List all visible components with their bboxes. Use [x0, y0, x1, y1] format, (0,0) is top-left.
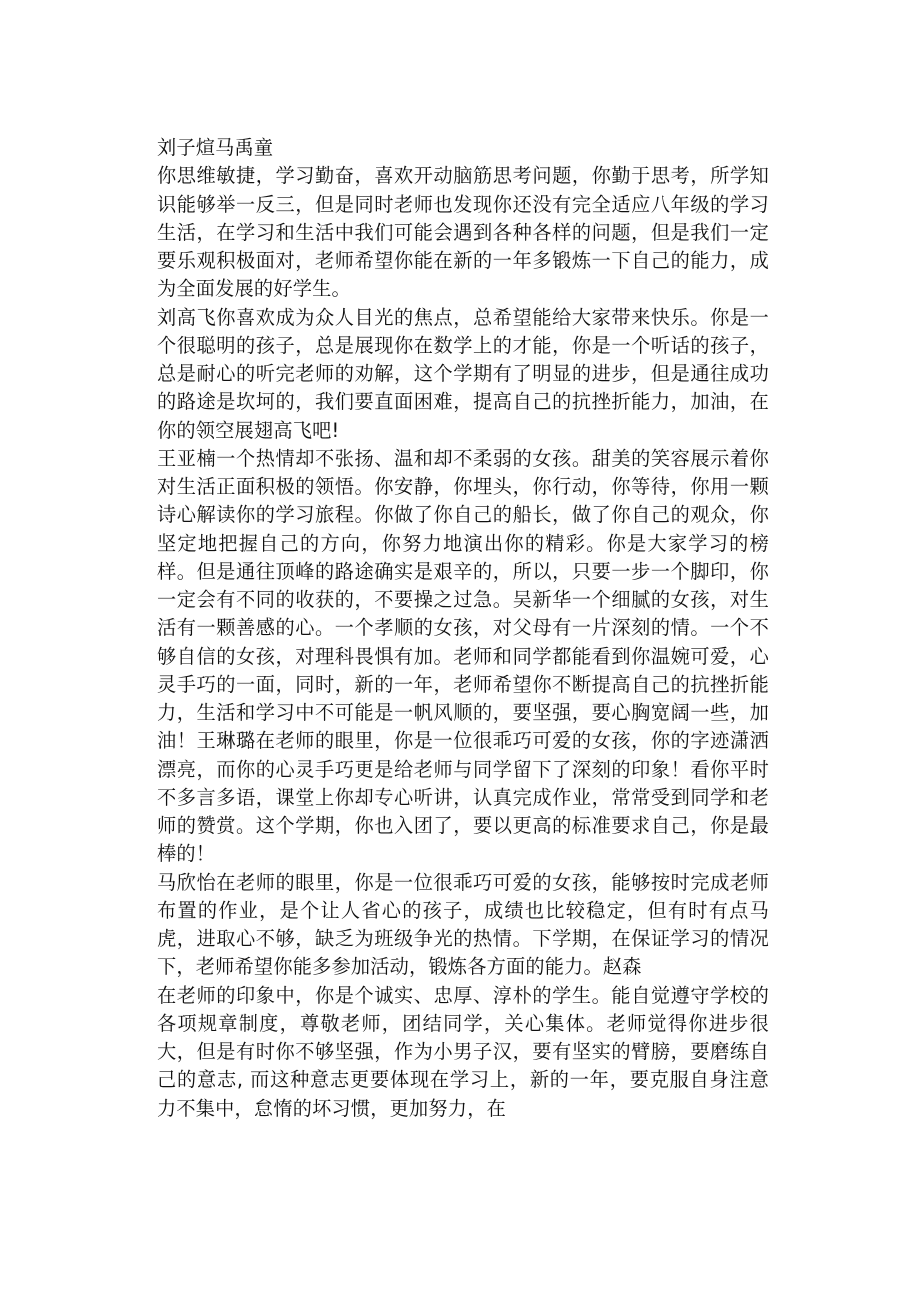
- comment-paragraph: 马欣怡在老师的眼里，你是一位很乖巧可爱的女孩，能够按时完成老师布置的作业，是个让人省心的孩子，成绩也比较稳定，但有时有点马虎，进取心不够，缺乏为班级争光的热情。下学期，在保证学习的情况下，老师希望你能多参加活动，锻炼各方面的能力。赵森: [157, 870, 769, 979]
- comment-paragraph: 王亚楠一个热情却不张扬、温和却不柔弱的女孩。甜美的笑容展示着你对生活正面积极的领悟。你安静，你埋头，你行动，你等待，你用一颗诗心解读你的学习旅程。你做了你自己的船长，做了你自己的观众，你坚定地把握自己的方向，你努力地演出你的精彩。你是大家学习的榜样。但是通往顶峰的路途确实是艰辛的，所以，只要一步一个脚印，你一定会有不同的收获的，不要操之过急。吴新华一个细腻的女孩，对生活有一颗善感的心。一个孝顺的女孩，对父母有一片深刻的情。一个不够自信的女孩，对理科畏惧有加。老师和同学都能看到你温婉可爱，心灵手巧的一面，同时，新的一年，老师希望你不断提高自己的抗挫折能力，生活和学习中不可能是一帆风顺的，要坚强，要心胸宽阔一些，加油！王琳璐在老师的眼里，你是一位很乖巧可爱的女孩，你的字迹潇洒漂亮，而你的心灵手巧更是给老师与同学留下了深刻的印象！看你平时不多言多语，课堂上你却专心听讲，认真完成作业，常常受到同学和老师的赞赏。这个学期，你也入团了，要以更高的标准要求自己，你是最棒的！: [157, 446, 769, 866]
- document-body: [157, 134, 769, 1123]
- student-heading: 刘子煊马禹童: [157, 136, 274, 159]
- comment-paragraph: 在老师的印象中，你是个诚实、忠厚、淳朴的学生。能自觉遵守学校的各项规章制度，尊敬老师，团结同学，关心集体。老师觉得你进步很大，但是有时你不够坚强，作为小男子汉，要有坚实的臂膀，要磨练自己的意志, 而这种意志更要体现在学习上，新的一年，要克服自身注意力不集中，怠惰的坏习惯，更加努力，在: [157, 983, 769, 1120]
- comment-paragraph: 刘高飞你喜欢成为众人目光的焦点，总希望能给大家带来快乐。你是一个很聪明的孩子，总是展现你在数学上的才能，你是一个听话的孩子，总是耐心的听完老师的劝解，这个学期有了明显的进步，但是通往成功的路途是坎坷的，我们要直面困难，提高自己的抗挫折能力，加油，在你的领空展翅高飞吧!: [157, 305, 769, 442]
- comment-paragraph: 你思维敏捷，学习勤奋，喜欢开动脑筋思考问题，你勤于思考，所学知识能够举一反三，但是同时老师也发现你还没有完全适应八年级的学习生活，在学习和生活中我们可能会遇到各种各样的问题，但是我们一定要乐观积极面对，老师希望你能在新的一年多锻炼一下自己的能力，成为全面发展的好学生。: [157, 164, 769, 301]
